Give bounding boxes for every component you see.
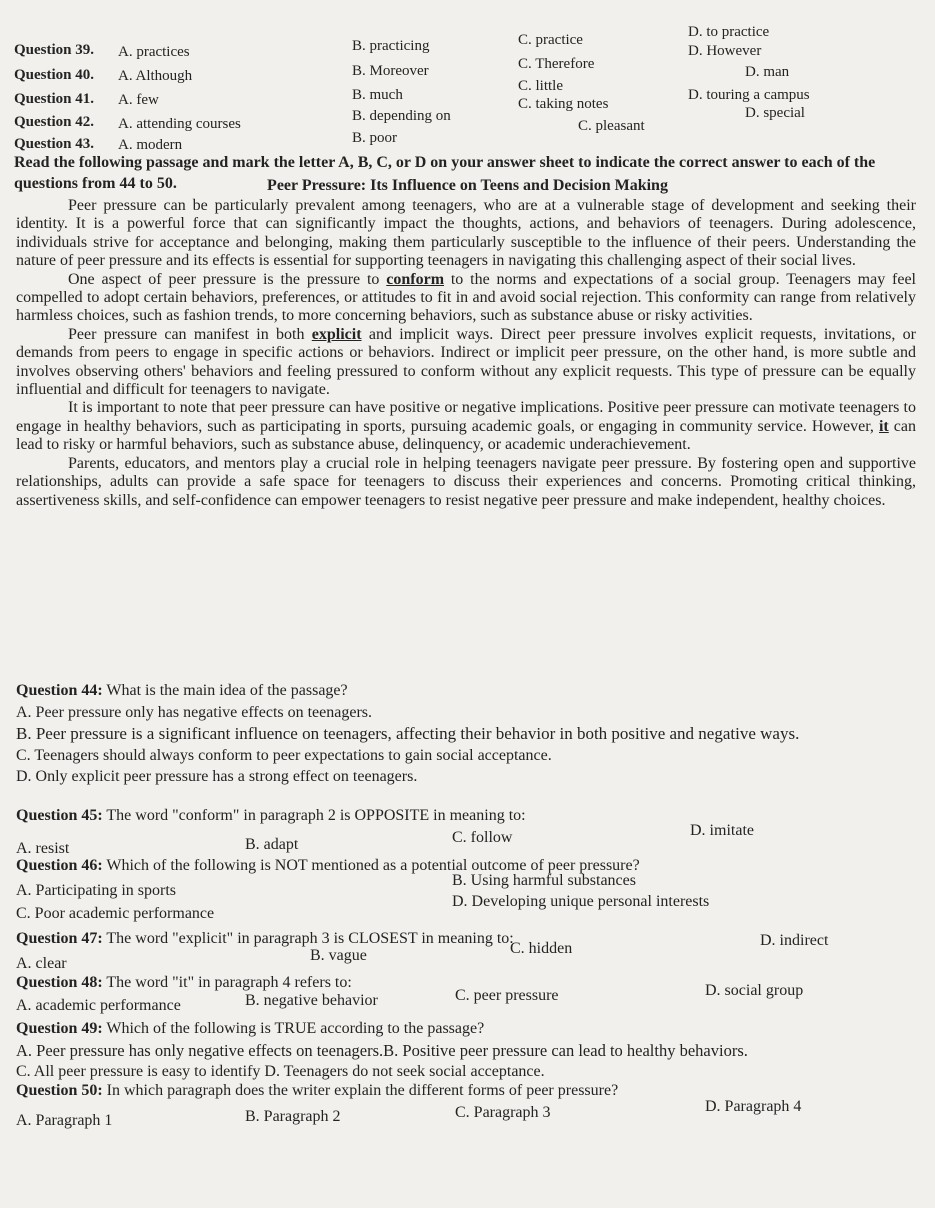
option-a: A. Peer pressure only has negative effects on teenagers. — [16, 703, 373, 721]
option-a: A. attending courses — [118, 116, 241, 132]
question-stem: The word "explicit" in paragraph 3 is CLOSEST in meaning to: — [102, 930, 514, 947]
q45-option-b: B. adapt — [245, 836, 299, 853]
option-b: B. poor — [352, 130, 397, 146]
q48-option-a: A. academic performance — [16, 997, 181, 1014]
option-c: C. Therefore — [518, 56, 595, 72]
underlined-word-conform: conform — [386, 270, 445, 288]
question-label: Question 48: — [16, 974, 103, 991]
passage — [16, 197, 916, 510]
q50-option-d: D. Paragraph 4 — [705, 1098, 802, 1115]
underlined-word-explicit: explicit — [311, 325, 362, 343]
q48-option-b: B. negative behavior — [245, 992, 378, 1009]
question-label: Question 39. — [14, 42, 95, 58]
paragraph-2: One aspect of peer pressure is the pressure to conform to the norms and expectations of a social group. Teenagers may feel compelled to adopt certain behaviors, preferences, or attitudes to fit in and avoid social rejection. This conformity can range from relatively harmless choices, such as fashion trends, to more concerning behaviors, such as substance abuse or risky activities. — [16, 270, 916, 325]
option-a: A. Although — [118, 68, 193, 84]
option-d: D. However — [688, 43, 762, 59]
q46-option-d: D. Developing unique personal interests — [452, 893, 710, 910]
paragraph-3: Peer pressure can manifest in both explicit and implicit ways. Direct peer pressure involves explicit requests, invitations, or demands from peers to engage in specific actions or behaviors. Indirect or implicit peer pressure, on the other hand, is more subtle and involves observing others' behaviors and feeling pressured to conform without any explicit requests. This type of pressure can be equally influential and difficult for teenagers to navigate. — [16, 325, 917, 399]
instruction: Read the following passage and mark the letter A, B, C, or D on your answer sheet to indicate the correct answer to each of the questions from 44 to 50. — [14, 154, 876, 192]
q46-option-c: C. Poor academic performance — [16, 905, 215, 922]
option-b: B. depending on — [352, 108, 451, 124]
option-a: A. practices — [118, 44, 190, 60]
option-a: A. few — [118, 92, 159, 108]
question-label: Question 42. — [14, 114, 95, 130]
q48-option-d: D. social group — [705, 982, 804, 999]
q50-option-c: C. Paragraph 3 — [455, 1104, 551, 1121]
option-d: D. to practice — [688, 24, 770, 40]
paragraph-5: Parents, educators, and mentors play a crucial role in helping teenagers navigate peer pressure. By fostering open and supportive relationships, adults can provide a safe space for teenagers to discuss their experiences and concerns. Promoting critical thinking, assertiveness skills, and self-confidence can empower teenagers to resist negative peer pressure and make independent, healthy choices. — [16, 454, 916, 509]
paragraph-4: It is important to note that peer pressure can have positive or negative implications. Positive peer pressure can motivate teenagers to engage in healthy behaviors, such as participating in sports, pursuing academic goals, or engaging in community service. However, it can lead to risky or harmful behaviors, such as substance abuse, delinquency, or academic underachievement. — [16, 399, 917, 454]
option-c: C. Teenagers should always conform to peer expectations to gain social acceptance. — [16, 746, 552, 764]
underlined-word-it: it — [878, 417, 889, 435]
question-stem: The word "conform" in paragraph 2 is OPPOSITE in meaning to: — [102, 807, 526, 824]
option-c: C. pleasant — [578, 118, 645, 134]
option-b: B. Peer pressure is a significant influence on teenagers, affecting their behavior in both positive and negative ways. — [16, 724, 800, 743]
q45-option-a: A. resist — [16, 840, 70, 857]
question-stem: Which of the following is TRUE according to the passage? — [102, 1020, 485, 1037]
option-b: B. practicing — [352, 38, 430, 54]
q47-option-c: C. hidden — [510, 940, 573, 957]
q50-option-a: A. Paragraph 1 — [16, 1112, 113, 1129]
option-c: C. taking notes — [518, 96, 609, 112]
q46-option-a: A. Participating in sports — [16, 882, 176, 899]
question-label: Question 47: — [16, 930, 103, 947]
q50-option-b: B. Paragraph 2 — [245, 1108, 341, 1125]
question-stem: What is the main idea of the passage? — [102, 682, 348, 699]
question-label: Question 41. — [14, 91, 95, 107]
option-d: D. touring a campus — [688, 87, 810, 103]
options-a-b: A. Peer pressure has only negative effects on teenagers.B. Positive peer pressure can lead to healthy behaviors. — [16, 1040, 748, 1060]
option-d: D. special — [745, 105, 805, 121]
q46-option-b: B. Using harmful substances — [452, 872, 636, 889]
option-b: B. Moreover — [352, 63, 429, 79]
q47-option-d: D. indirect — [760, 932, 829, 949]
option-c: C. little — [518, 78, 563, 94]
question-stem: The word "it" in paragraph 4 refers to: — [102, 974, 352, 991]
q45-option-c: C. follow — [452, 829, 513, 846]
passage-title: Peer Pressure: Its Influence on Teens and Decision Making — [267, 177, 668, 194]
question-label: Question 46: — [16, 857, 103, 874]
q48-option-c: C. peer pressure — [455, 987, 559, 1004]
question-label: Question 50: — [16, 1082, 103, 1099]
question-label: Question 40. — [14, 67, 95, 83]
question-label: Question 49: — [16, 1020, 103, 1037]
question-45 — [16, 805, 916, 827]
q45-option-d: D. imitate — [690, 822, 754, 839]
question-label: Question 45: — [16, 807, 103, 824]
question-label: Question 43. — [14, 136, 95, 152]
q47-option-a: A. clear — [16, 955, 67, 972]
option-d: D. Only explicit peer pressure has a strong effect on teenagers. — [16, 768, 418, 785]
question-49 — [16, 1018, 916, 1083]
question-stem: Which of the following is NOT mentioned as a potential outcome of peer pressure? — [102, 857, 640, 874]
paragraph-1: Peer pressure can be particularly prevalent among teenagers, who are at a vulnerable stage of development and seeking their identity. It is a powerful force that can significantly impact the thoughts, actions, and behaviors of teenagers. During adolescence, individuals strive for acceptance and belonging, making them particularly susceptible to the influence of their peers. Understanding the nature of peer pressure and its effects is essential for supporting teenagers in navigating this challenging aspect of their social lives. — [16, 197, 916, 270]
option-d: D. man — [745, 64, 790, 80]
q47-option-b: B. vague — [310, 947, 367, 964]
question-stem: In which paragraph does the writer explain the different forms of peer pressure? — [102, 1082, 619, 1099]
question-44 — [16, 680, 916, 788]
option-a: A. modern — [118, 137, 183, 153]
option-b: B. much — [352, 87, 403, 103]
question-label: Question 44: — [16, 682, 103, 699]
options-c-d: C. All peer pressure is easy to identify D. Teenagers do not seek social acceptance. — [16, 1063, 545, 1080]
option-c: C. practice — [518, 32, 583, 48]
